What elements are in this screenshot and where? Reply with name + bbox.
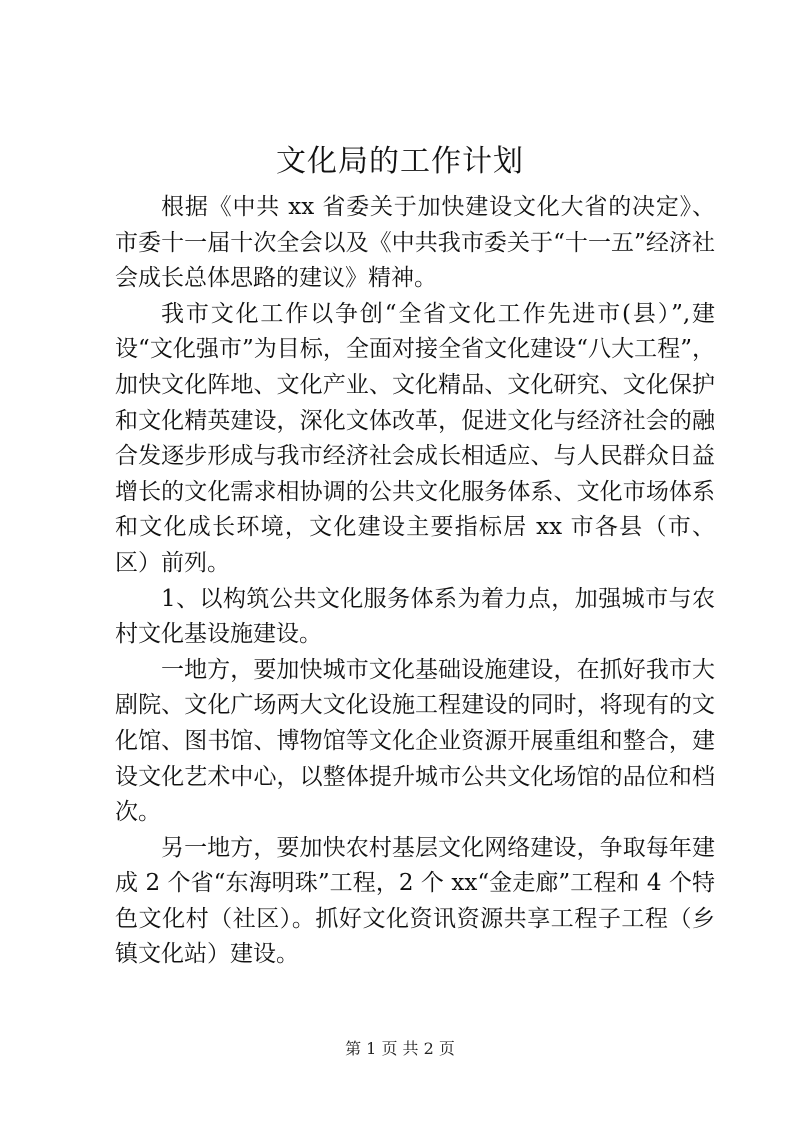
paragraph: 另一地方，要加快农村基层文化网络建设，争取每年建成 2 个省“东海明珠”工程，2 个 xx“金走廊”工程和 4 个特色文化村（社区）。抓好文化资讯资源共享工程子工程（乡镇文化站）建设。 [115, 834, 715, 968]
paragraph: 1、以构筑公共文化服务体系为着力点，加强城市与农村文化基设施建设。 [115, 585, 715, 648]
document-title: 文化局的工作计划 [276, 144, 524, 179]
paragraph: 根据《中共 xx 省委关于加快建设文化大省的决定》、市委十一届十次全会以及《中共我市委关于“十一五”经济社会成长总体思路的建议》精神。 [115, 194, 715, 292]
page-number-footer: 第 1 页 共 2 页 [345, 1039, 455, 1058]
paragraph: 我市文化工作以争创“全省文化工作先进市(县）”,建设“文化强市”为目标，全面对接全省文化建设“八大工程”，加快文化阵地、文化产业、文化精品、文化研究、文化保护和文化精英建设，深化文体改革，促进文化与经济社会的融合发逐步形成与我市经济社会成长相适应、与人民群众日益增长的文化需求相协调的公共文化服务体系、文化市场体系和文化成长环境，文化建设主要指标居 xx 市各县（市、区）前列。 [115, 300, 715, 576]
paragraph: 一地方，要加快城市文化基础设施建设，在抓好我市大剧院、文化广场两大文化设施工程建设的同时，将现有的文化馆、图书馆、博物馆等文化企业资源开展重组和整合，建设文化艺术中心，以整体提升城市公共文化场馆的品位和档次。 [115, 656, 715, 826]
document-body [115, 190, 715, 973]
